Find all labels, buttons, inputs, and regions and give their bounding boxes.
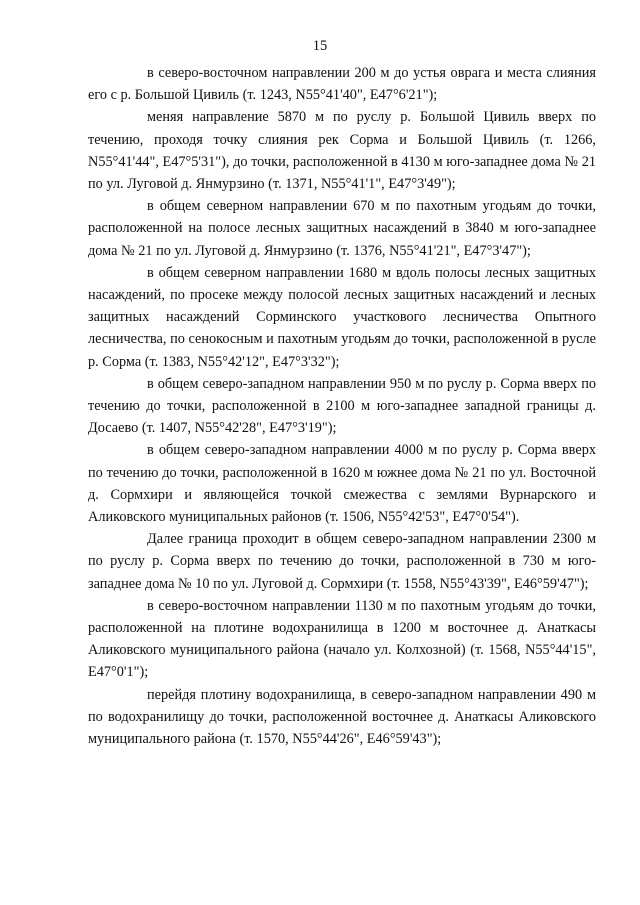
paragraph: Далее граница проходит в общем северо-западном направлении 2300 м по руслу р. Сорма вверх по течению до точки, расположенной в 730 м юго-западнее дома № 10 по ул. Луговой д. Сормхири (т. 1558, N55°43'39", E46°59'47"); bbox=[88, 531, 596, 592]
paragraph: в северо-восточном направлении 1130 м по пахотным угодьям до точки, расположенной на плотине водохранилища в 1200 м восточнее д. Анаткасы Аликовского муниципального района (начало ул. Колхозной) (т. 1568, N55°44'15", E47°0'1"); bbox=[88, 597, 596, 681]
paragraph: в северо-восточном направлении 200 м до устья оврага и места слияния его с р. Большой Цивиль (т. 1243, N55°41'40", E47°6'21"); bbox=[88, 65, 596, 104]
paragraph: меняя направление 5870 м по руслу р. Большой Цивиль вверх по течению, проходя точку слияния рек Сорма и Большой Цивиль (т. 1266, N55°41'44", E47°5'31"), до точки, расположенной в 4130 м юго-западнее дома № 21 по ул. Луговой д. Янмурзино (т. 1371, N55°41'1", E47°3'49"); bbox=[88, 109, 596, 193]
paragraph: в общем северо-западном направлении 950 м по руслу р. Сорма вверх по течению до точки, расположенной в 2100 м юго-западнее западной границы д. Досаево (т. 1407, N55°42'28", E47°3'19"); bbox=[88, 375, 596, 437]
document-body bbox=[88, 62, 596, 750]
paragraph: в общем северном направлении 1680 м вдоль полосы лесных защитных насаждений, по просеке между полосой лесных защитных насаждений и лесных защитных насаждений Сорминского участкового лесничества Опытного лесничества, по сенокосным и пахотным угодьям до точки, расположенной в русле р. Сорма (т. 1383, N55°42'12", E47°3'32"); bbox=[88, 264, 596, 370]
paragraph: в общем северном направлении 670 м по пахотным угодьям до точки, расположенной на полосе лесных защитных насаждений в 3840 м юго-западнее дома № 21 по ул. Луговой д. Янмурзино (т. 1376, N55°41'21", E47°3'47"); bbox=[88, 198, 596, 259]
paragraph: в общем северо-западном направлении 4000 м по руслу р. Сорма вверх по течению до точки, расположенной в 1620 м южнее дома № 21 по ул. Восточной д. Сормхири и являющейся точкой смежества с землями Вурнарского и Аликовского муниципальных районов (т. 1506, N55°42'53", E47°0'54"). bbox=[88, 442, 596, 526]
paragraph: перейдя плотину водохранилища, в северо-западном направлении 490 м по водохранилищу до точки, расположенной восточнее д. Анаткасы Аликовского муниципального района (т. 1570, N55°44'26", E46°59'43"); bbox=[88, 686, 596, 748]
page-number: 15 bbox=[312, 38, 328, 54]
